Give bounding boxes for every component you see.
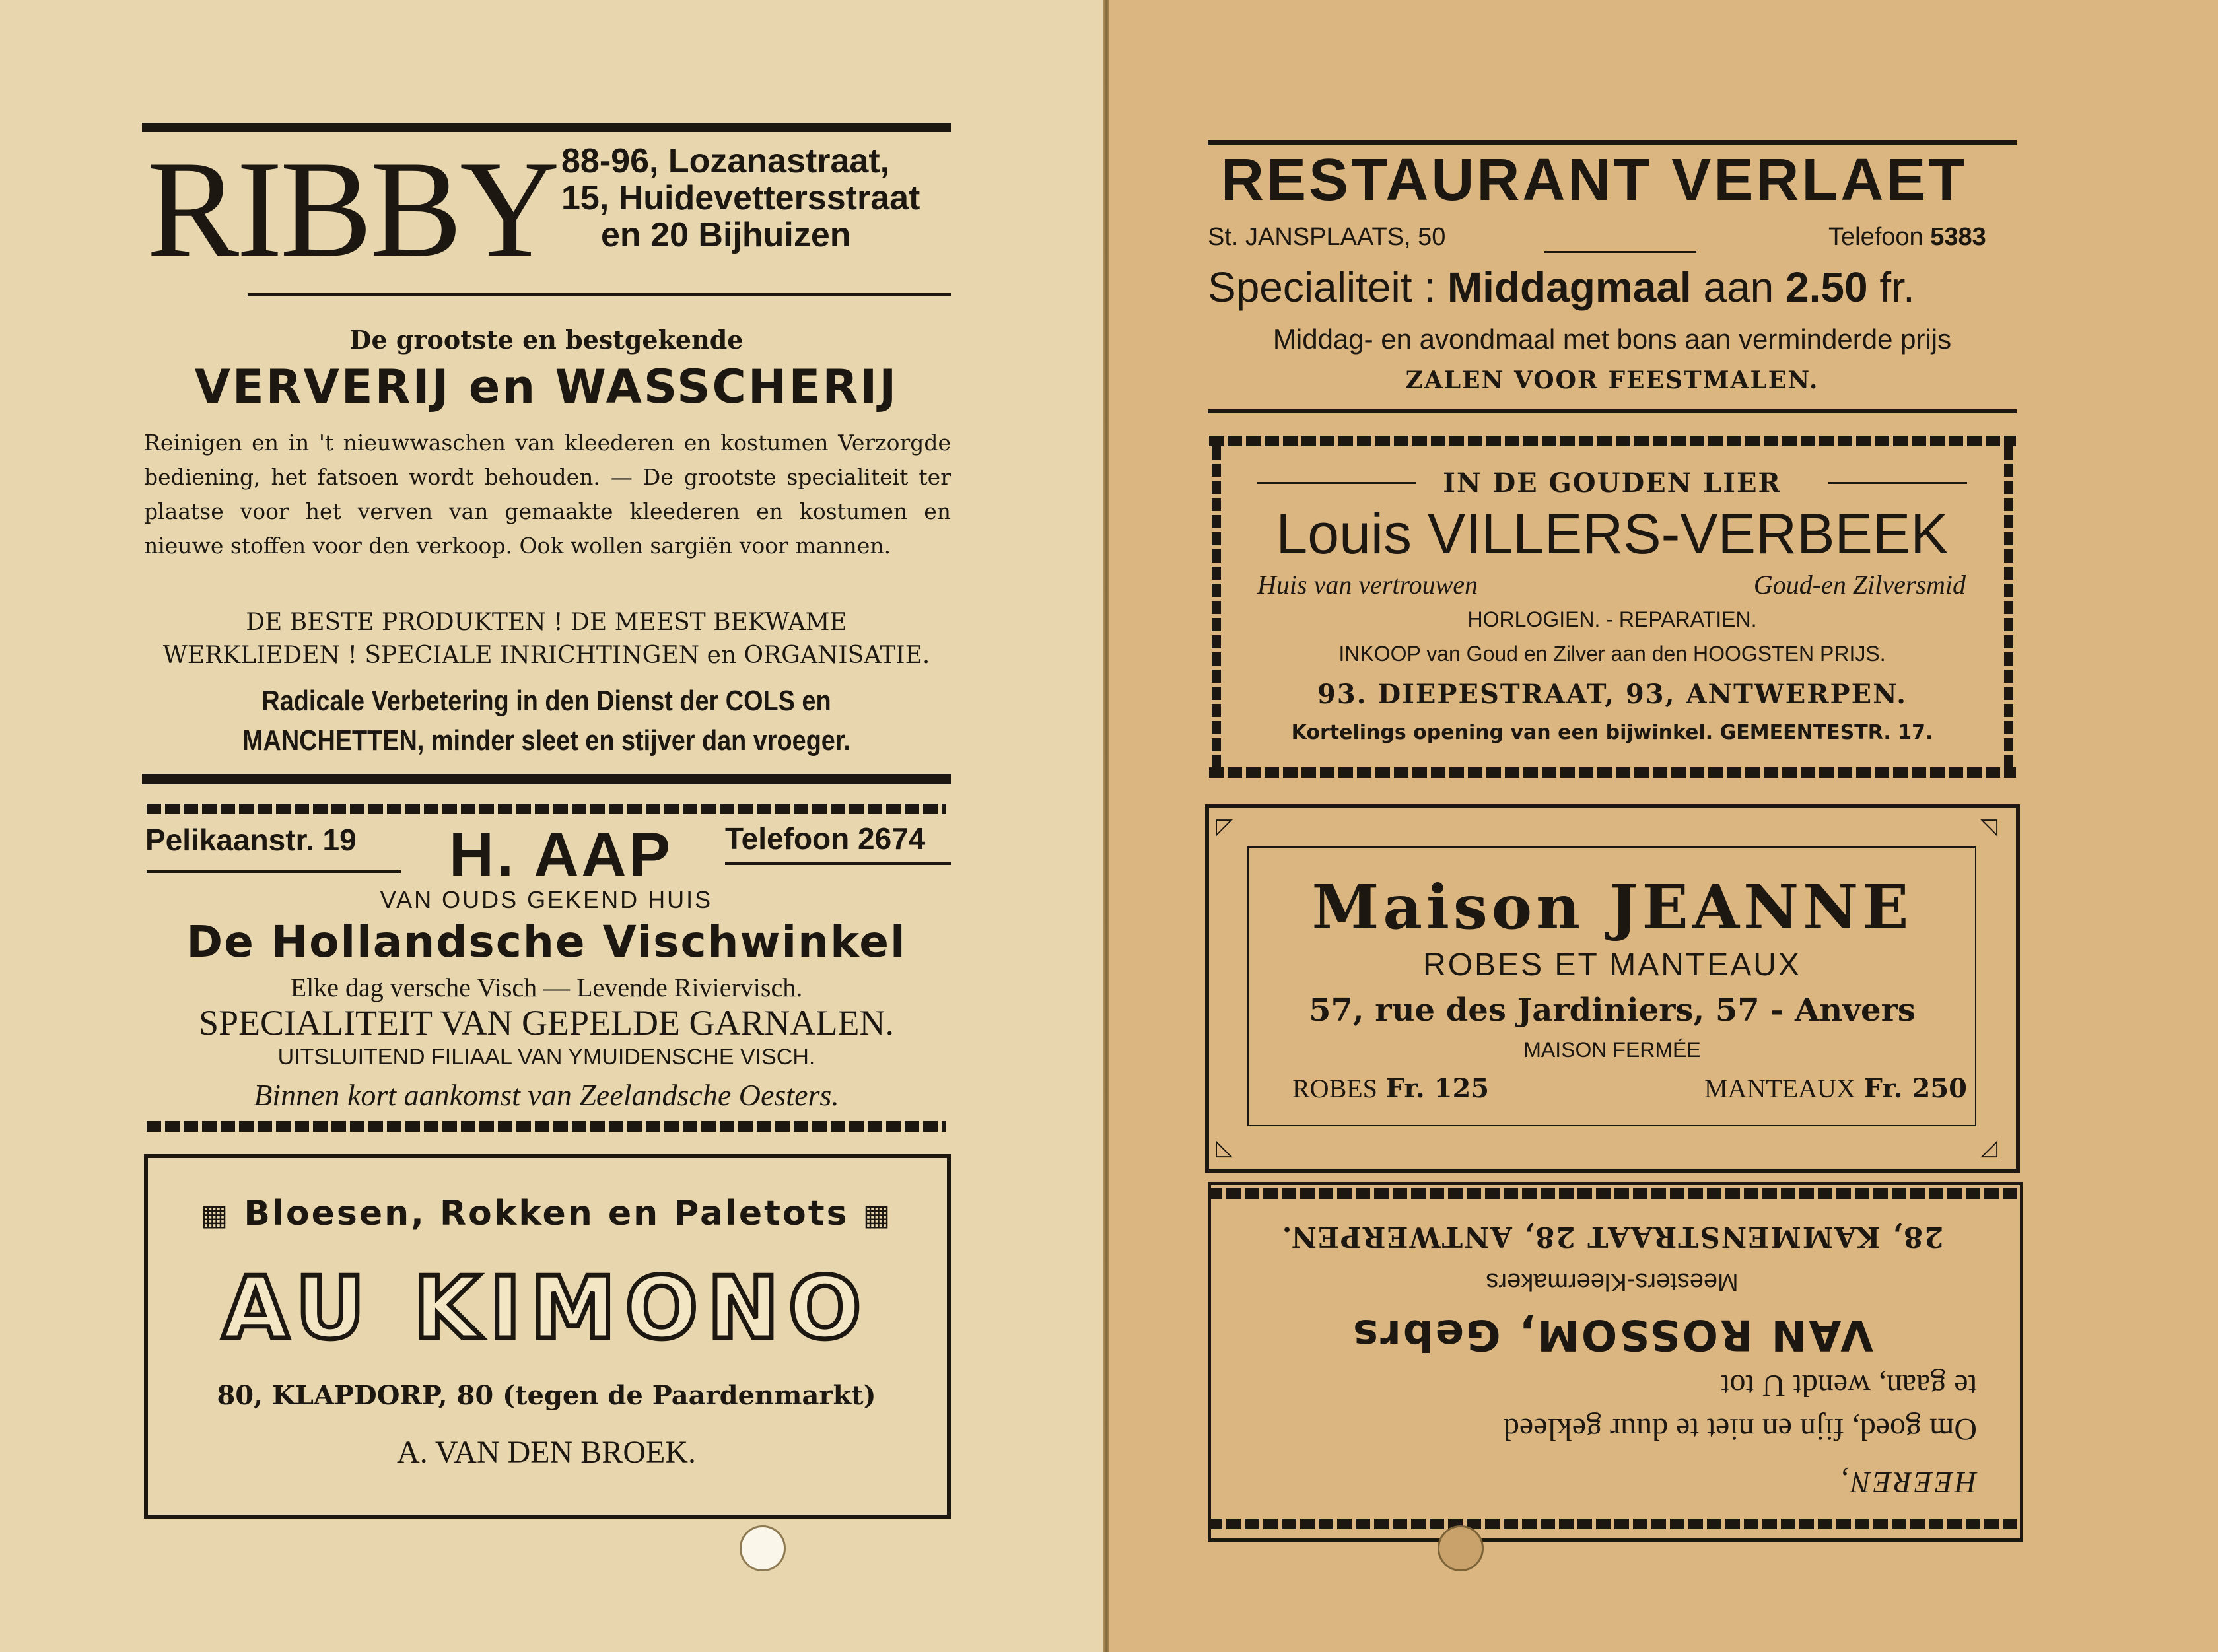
villers-line: Kortelings opening van een bijwinkel. GEMEENTESTR. 17. — [1291, 721, 1933, 744]
divider — [1208, 140, 2017, 145]
corner-ornament-icon: ◿ — [1980, 1134, 1998, 1161]
verlaet-phone — [1828, 223, 1986, 252]
dotted-border — [1208, 1188, 2017, 1199]
corner-ornament-icon: ◸ — [1216, 813, 1233, 840]
kimono-name: AU KIMONO — [222, 1258, 871, 1358]
rossom-name: VAN ROSSOM, Gebrs — [1351, 1310, 1873, 1359]
villers-line: 93. DIEPESTRAAT, 93, ANTWERPEN. — [1317, 679, 1907, 710]
verlaet-line: ZALEN VOOR FEESTMALEN. — [1405, 366, 1819, 394]
right-page — [1109, 0, 2218, 1652]
jeanne-robes-label: ROBES — [1292, 1074, 1377, 1103]
divider — [147, 870, 401, 873]
corner-ornament-icon: ◹ — [1980, 813, 1998, 840]
verlaet-special — [1208, 263, 1915, 312]
villers-line: HORLOGIEN. - REPARATIEN. — [1467, 607, 1757, 631]
ribby-slogan-line: DE BESTE PRODUKTEN ! DE MEEST BEKWAME — [246, 609, 847, 636]
aap-address: Pelikaanstr. 19 — [145, 823, 357, 857]
villers-right-tag: Goud-en Zilversmid — [1753, 570, 1966, 600]
verlaet-special-mid: aan — [1703, 263, 1774, 311]
binding-hole — [740, 1525, 786, 1571]
rossom-ad — [1208, 1202, 2017, 1512]
kimono-address: 80, KLAPDORP, 80 (tegen de Paardenmarkt) — [217, 1380, 876, 1411]
ribby-subtitle: De grootste en bestgekende — [349, 325, 744, 355]
aap-line: Elke dag versche Visch — Levende Riviervisch. — [290, 973, 803, 1002]
aap-tagline: VAN OUDS GEKEND HUIS — [380, 886, 713, 913]
divider — [725, 862, 951, 865]
ornament-icon: ▦ — [862, 1198, 893, 1232]
divider — [1208, 409, 2017, 413]
dotted-border — [147, 1121, 946, 1132]
verlaet-address: St. JANSPLAATS, 50 — [1208, 223, 1446, 251]
ribby-bold — [199, 681, 895, 761]
verlaet-phone-label: Telefoon — [1828, 223, 1923, 251]
jeanne-manteaux-label: MANTEAUX — [1704, 1074, 1855, 1103]
kimono-owner: A. VAN DEN BROEK. — [397, 1435, 696, 1470]
jeanne-name: Maison JEANNE — [1311, 872, 1913, 943]
verlaet-name: RESTAURANT VERLAET — [1221, 147, 1968, 213]
verlaet-line: Middag- en avondmaal met bons aan verminderde prijs — [1272, 324, 1952, 355]
villers-name: Louis VILLERS-VERBEEK — [1276, 502, 1949, 566]
corner-ornament-icon: ◺ — [1216, 1134, 1233, 1161]
dotted-border — [1208, 1519, 2017, 1529]
jeanne-manteaux-price: Fr. 250 — [1863, 1073, 1967, 1104]
ribby-body: Reinigen en in 't nieuwwaschen van kleederen en kostumen Verzorgde bediening, het fatsoen wordt behouden. — De grootste specialiteit ter plaatse voor het verven van gemaakte kleederen en kostumen en nieuwe stoffen voor den verkoop. Ook wollen sargiën voor mannen. — [144, 430, 951, 559]
aap-line: Binnen kort aankomst van Zeelandsche Oesters. — [254, 1078, 839, 1112]
ribby-address — [561, 143, 920, 254]
jeanne-robes — [1292, 1073, 1489, 1104]
rossom-line: Om goed, fijn en niet te duur gekleed — [1503, 1412, 1977, 1447]
ribby-address-line: 15, Huidevettersstraat — [561, 179, 920, 217]
left-page — [0, 0, 1107, 1652]
ribby-address-line: en 20 Bijhuizen — [601, 216, 851, 254]
jeanne-line: 57, rue des Jardiniers, 57 - Anvers — [1309, 992, 1916, 1029]
divider — [142, 123, 951, 132]
binding-hole — [1438, 1525, 1484, 1571]
verlaet-special-price: 2.50 — [1785, 263, 1868, 311]
ornament-icon: ▦ — [200, 1198, 230, 1232]
ribby-slogan — [142, 606, 951, 672]
divider — [248, 293, 951, 296]
aap-shop: De Hollandsche Vischwinkel — [186, 916, 907, 967]
rossom-line: Meesters-Kleermakers — [1486, 1268, 1739, 1295]
jeanne-manteaux — [1663, 1073, 1967, 1104]
ribby-bold-line: MANCHETTEN, minder sleet en stijver dan vroeger. — [242, 724, 851, 757]
ribby-bold-line: Radicale Verbetering in den Dienst der COLS en — [261, 685, 831, 717]
verlaet-special-item: Middagmaal — [1447, 263, 1692, 311]
dotted-border — [1209, 767, 2016, 778]
ribby-slogan-line: WERKLIEDEN ! SPECIALE INRICHTINGEN en ORGANISATIE. — [162, 642, 930, 669]
jeanne-line: ROBES ET MANTEAUX — [1423, 947, 1801, 982]
kimono-top-text: Bloesen, Rokken en Paletots — [244, 1194, 849, 1233]
kimono-top — [142, 1194, 951, 1233]
jeanne-robes-price: Fr. 125 — [1385, 1073, 1490, 1104]
ribby-address-line: 88-96, Lozanastraat, — [561, 142, 890, 180]
aap-line: UITSLUITEND FILIAAL VAN YMUIDENSCHE VISCH. — [277, 1045, 815, 1070]
ribby-headline: VERVERIJ en WASSCHERIJ — [194, 360, 899, 414]
divider — [142, 774, 951, 784]
verlaet-phone-number: 5383 — [1930, 223, 1986, 251]
rossom-line: HEEREN, — [1839, 1466, 1977, 1499]
villers-left-tag: Huis van vertrouwen — [1257, 570, 1478, 600]
verlaet-special-label: Specialiteit : — [1208, 263, 1436, 311]
ribby-brand: RIBBY — [147, 133, 557, 286]
dotted-border — [147, 804, 946, 814]
rossom-line: te gaan, wendt U tot — [1721, 1368, 1977, 1403]
verlaet-special-unit: fr. — [1879, 263, 1915, 311]
villers-line: INKOOP van Goud en Zilver aan den HOOGSTEN PRIJS. — [1338, 642, 1886, 666]
divider — [1544, 251, 1696, 253]
aap-name: H. AAP — [449, 819, 674, 889]
jeanne-line: MAISON FERMÉE — [1523, 1038, 1701, 1062]
rossom-line: 28, KAMMENSTRAAT 28, ANTWERPEN. — [1280, 1221, 1944, 1253]
aap-phone: Telefoon 2674 — [725, 821, 926, 856]
dotted-border — [1209, 436, 2016, 446]
villers-sign: IN DE GOUDEN LIER — [1443, 467, 1782, 499]
aap-line: SPECIALITEIT VAN GEPELDE GARNALEN. — [199, 1003, 894, 1043]
